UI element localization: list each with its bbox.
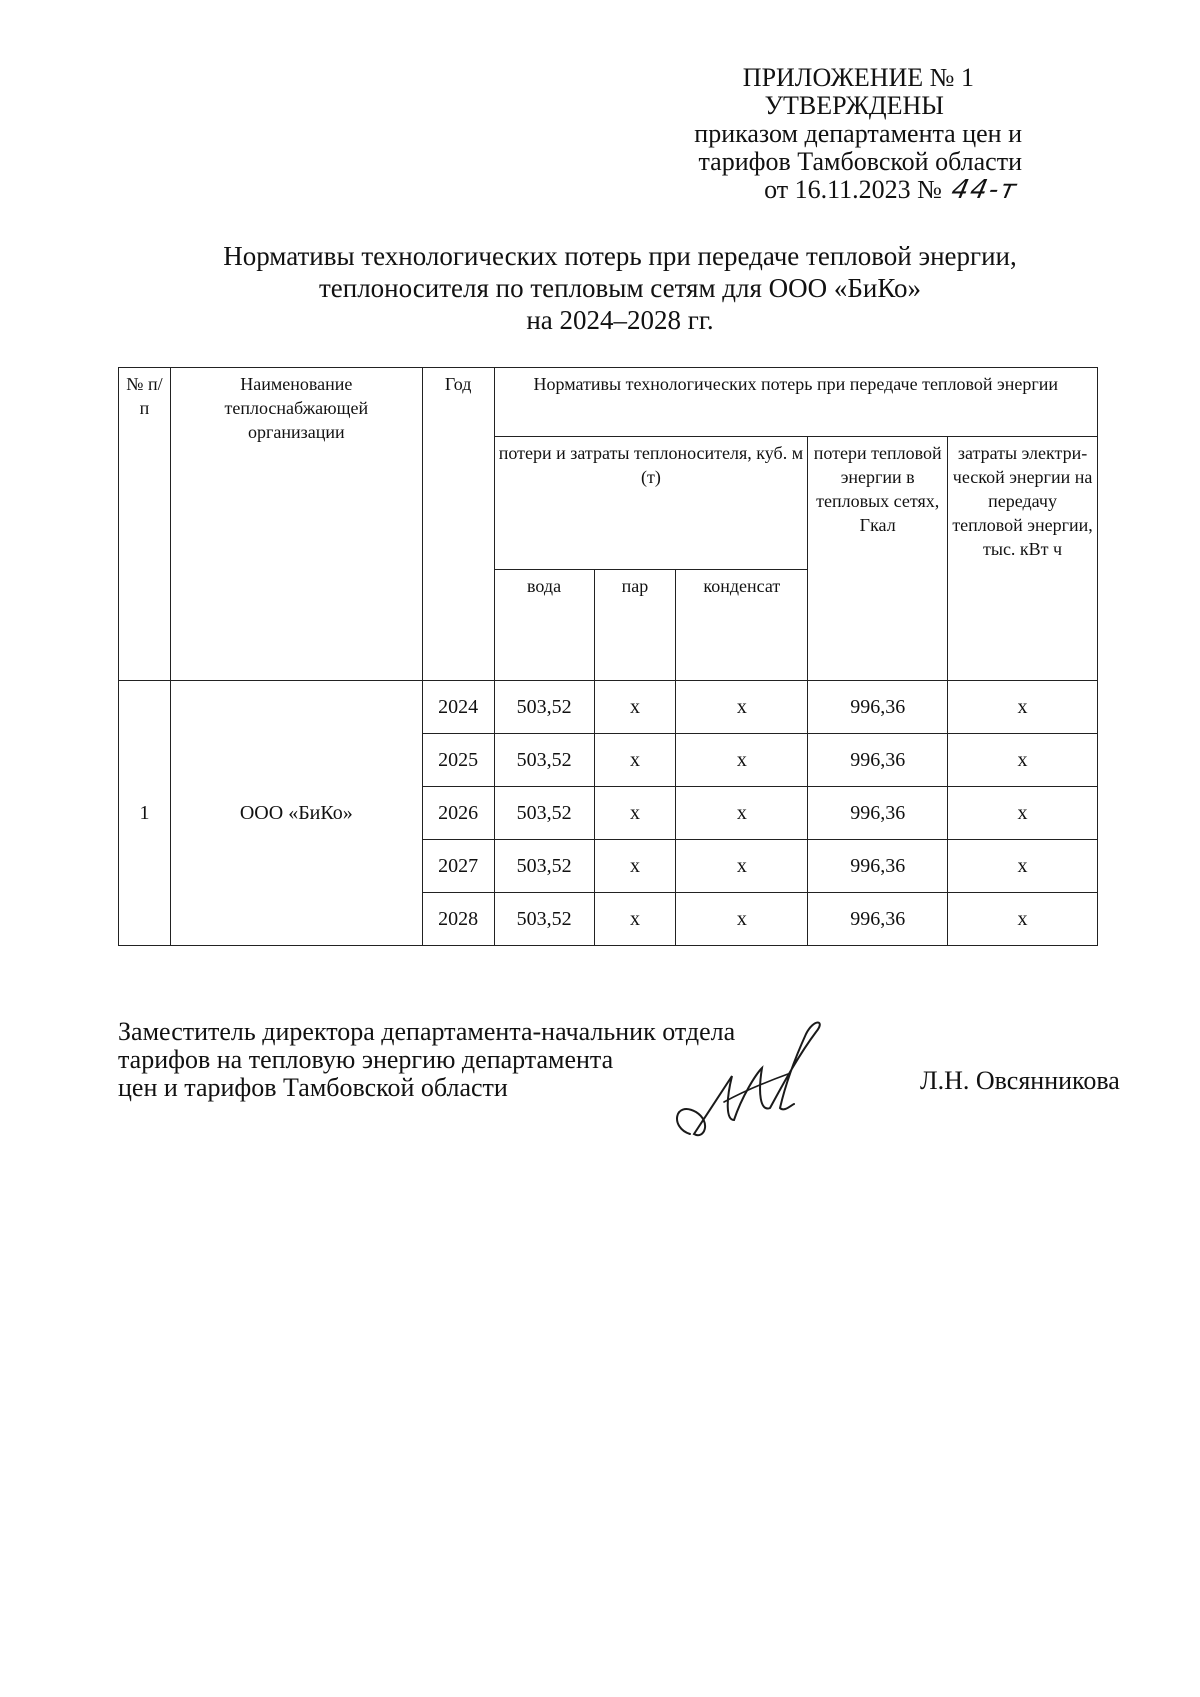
handwritten-signature: [666, 1016, 826, 1146]
approval-block: [562, 64, 1022, 204]
cell-electric: х: [948, 840, 1098, 893]
header-year: Год: [422, 368, 494, 681]
cell-year: 2026: [422, 787, 494, 840]
document-title: [120, 240, 1120, 336]
approval-date: от 16.11.2023 №: [764, 175, 942, 204]
signer-name: Л.Н. Овсянникова: [920, 1066, 1120, 1095]
cell-water: 503,52: [494, 840, 594, 893]
signer-line-1: Заместитель директора департамента-начальник отдела: [118, 1017, 736, 1046]
row-number: 1: [119, 681, 171, 946]
cell-electric: х: [948, 787, 1098, 840]
header-electric: затраты электри-ческой энергии на передачу тепловой энергии, тыс. кВт ч: [948, 437, 1098, 681]
signer-line-2: тарифов на тепловую энергию департамента: [118, 1045, 614, 1074]
cell-year: 2025: [422, 734, 494, 787]
cell-condensate: х: [676, 734, 808, 787]
title-line-3: на 2024–2028 гг.: [526, 305, 714, 335]
cell-steam: х: [594, 734, 676, 787]
cell-year: 2024: [422, 681, 494, 734]
cell-heat: 996,36: [808, 681, 948, 734]
approval-authority-line: тарифов Тамбовской области: [698, 147, 1022, 176]
table-row: [119, 681, 1098, 734]
cell-heat: 996,36: [808, 734, 948, 787]
header-norms: Нормативы технологических потерь при передаче тепловой энергии: [494, 368, 1097, 437]
cell-electric: х: [948, 681, 1098, 734]
title-line-1: Нормативы технологических потерь при передаче тепловой энергии,: [223, 241, 1017, 271]
cell-condensate: х: [676, 893, 808, 946]
cell-water: 503,52: [494, 734, 594, 787]
header-heat: потери тепловой энергии в тепловых сетях, Гкал: [808, 437, 948, 681]
norms-table: [118, 367, 1098, 946]
header-num: № п/п: [119, 368, 171, 681]
appendix-label: ПРИЛОЖЕНИЕ № 1: [742, 63, 974, 92]
cell-electric: х: [948, 734, 1098, 787]
cell-condensate: х: [676, 840, 808, 893]
cell-heat: 996,36: [808, 787, 948, 840]
cell-condensate: х: [676, 681, 808, 734]
approval-order-line: приказом департамента цен и: [694, 119, 1022, 148]
header-steam: пар: [594, 570, 676, 681]
cell-steam: х: [594, 787, 676, 840]
cell-steam: х: [594, 840, 676, 893]
cell-year: 2028: [422, 893, 494, 946]
approved-label: УТВЕРЖДЕНЫ: [764, 91, 944, 120]
cell-electric: х: [948, 893, 1098, 946]
approval-date-line: [562, 176, 1022, 204]
cell-steam: х: [594, 681, 676, 734]
header-condensate: конденсат: [676, 570, 808, 681]
header-coolant: потери и затраты теплоносителя, куб. м (т): [494, 437, 808, 570]
cell-water: 503,52: [494, 893, 594, 946]
title-line-2: теплоносителя по тепловым сетям для ООО «БиКо»: [318, 273, 922, 303]
cell-water: 503,52: [494, 681, 594, 734]
cell-condensate: х: [676, 787, 808, 840]
org-name: ООО «БиКо»: [170, 681, 422, 946]
cell-heat: 996,36: [808, 893, 948, 946]
header-org: Наименование теплоснабжающей организации: [170, 368, 422, 681]
header-water: вода: [494, 570, 594, 681]
handwritten-order-number: 44-т: [948, 175, 1021, 205]
cell-water: 503,52: [494, 787, 594, 840]
signer-line-3: цен и тарифов Тамбовской области: [118, 1073, 508, 1102]
cell-heat: 996,36: [808, 840, 948, 893]
cell-steam: х: [594, 893, 676, 946]
cell-year: 2027: [422, 840, 494, 893]
